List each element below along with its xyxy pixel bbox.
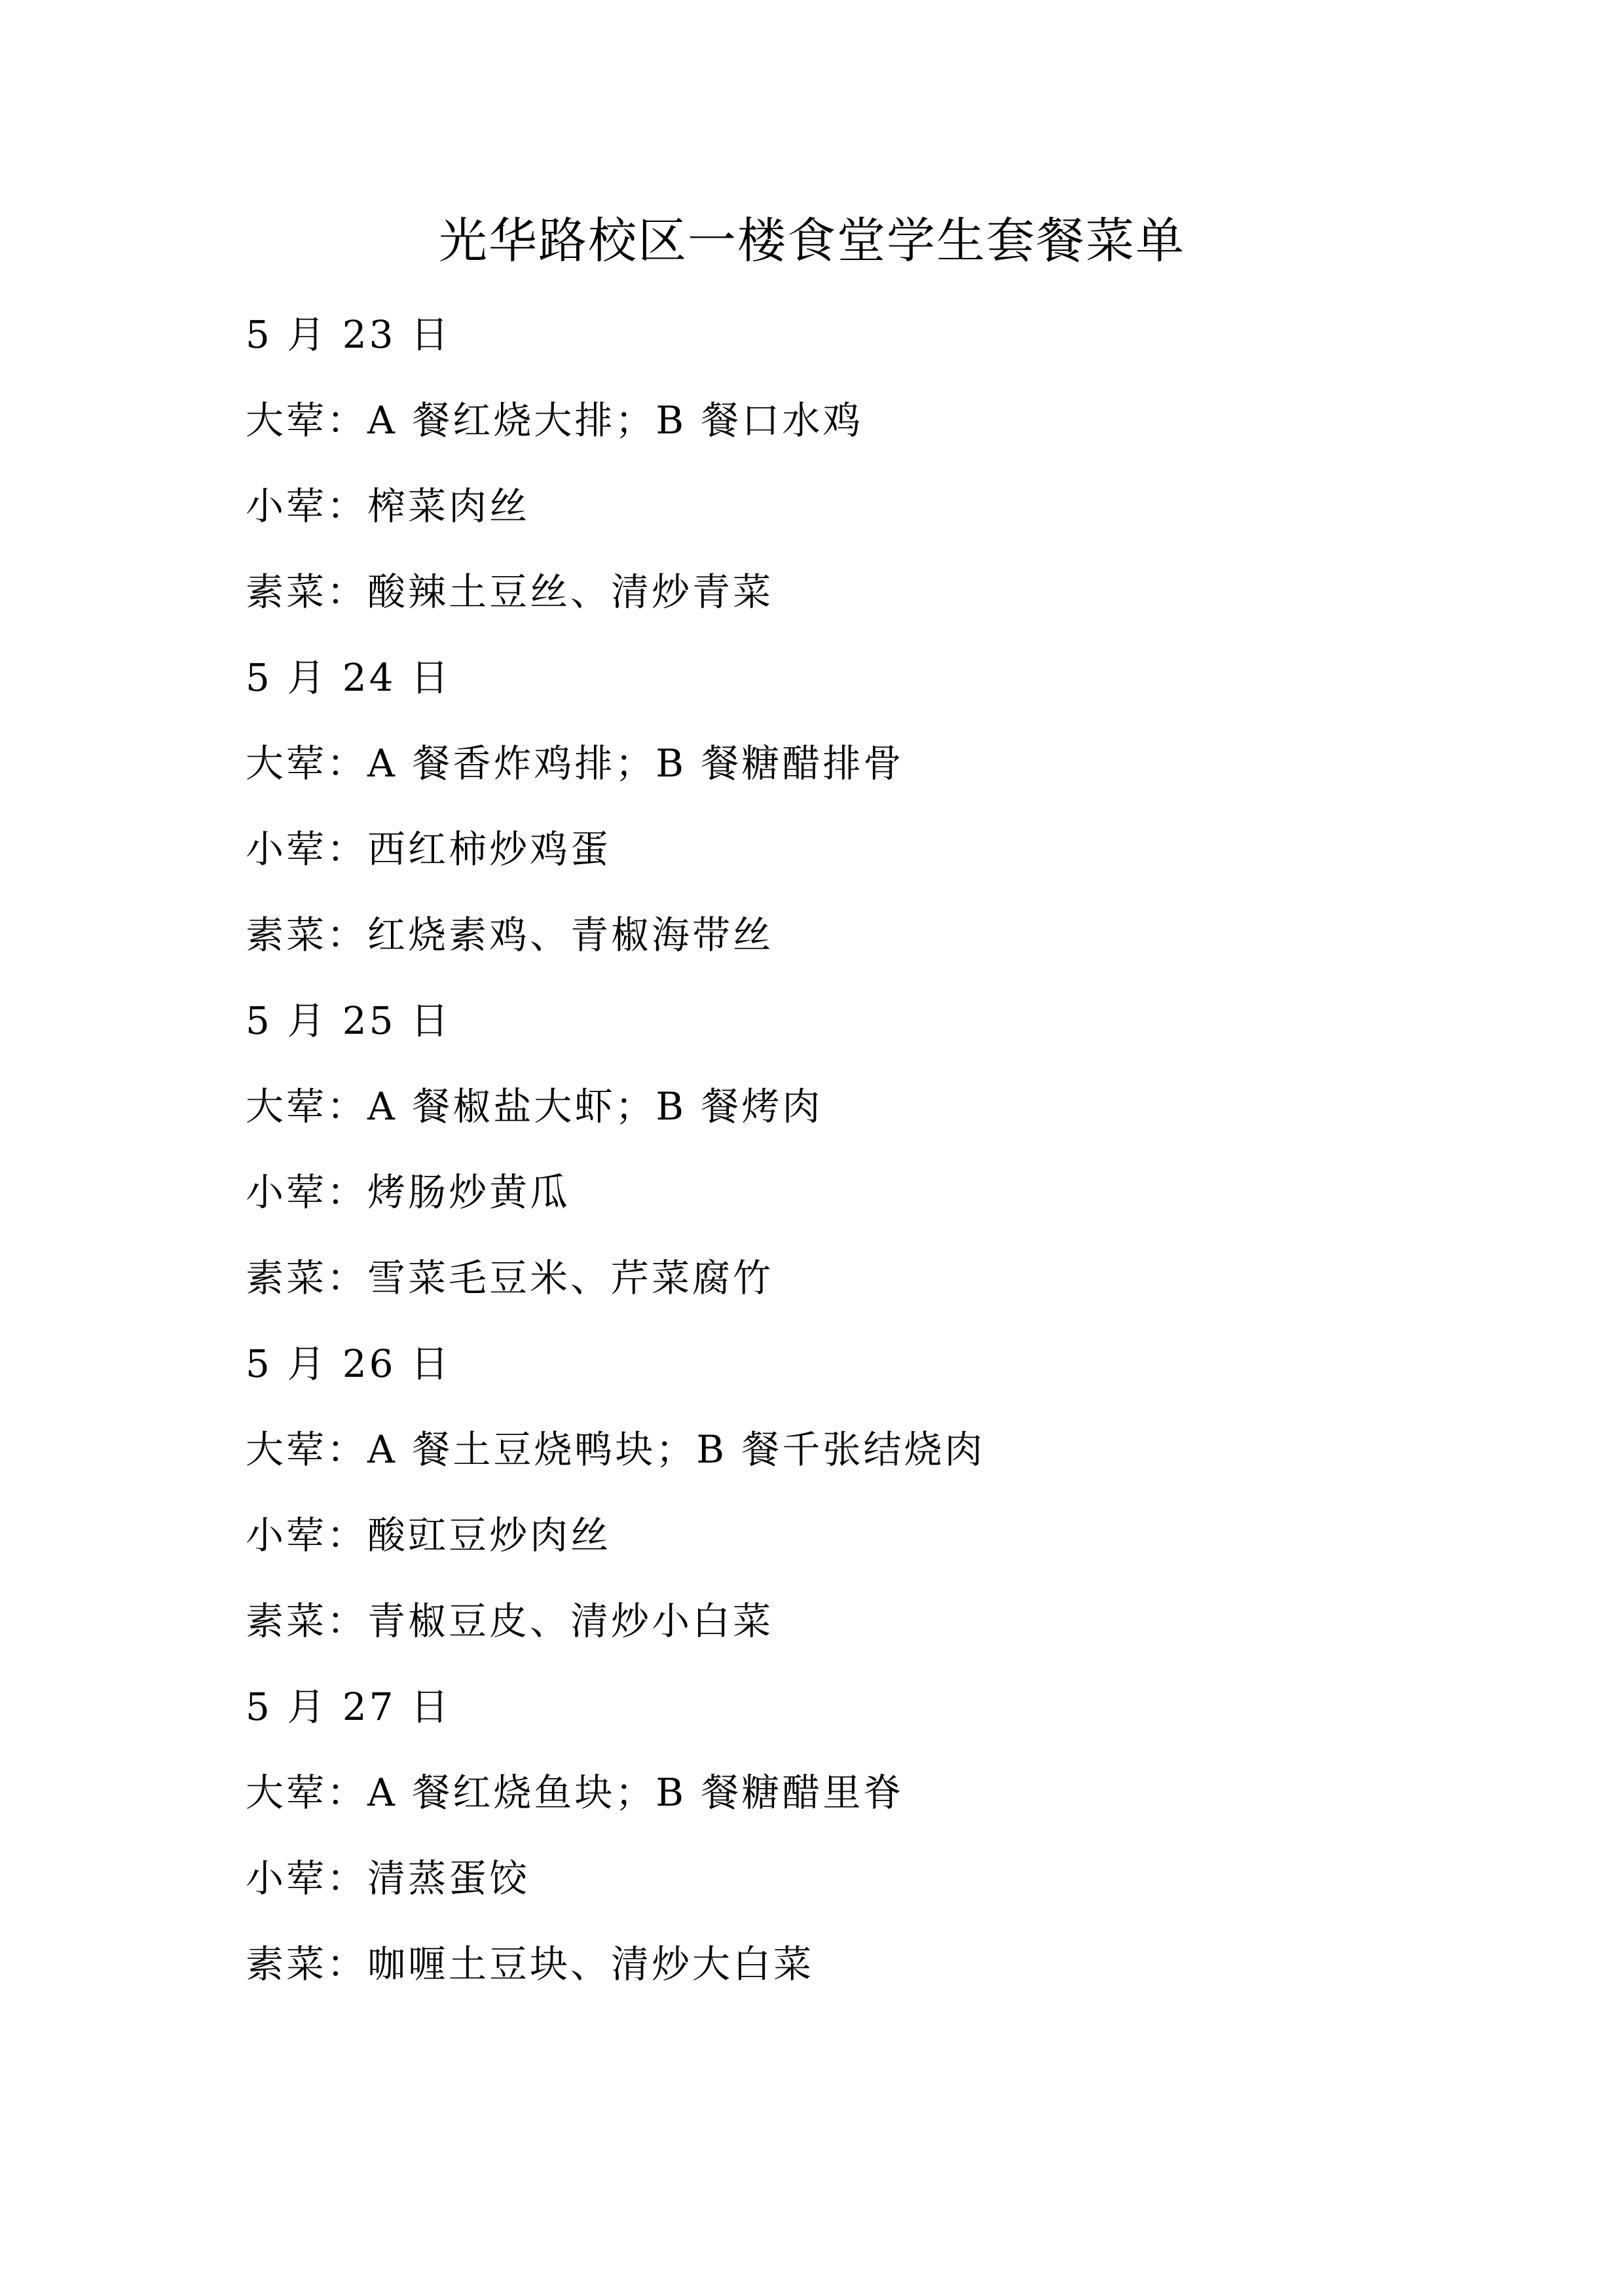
page-title: 光华路校区一楼食堂学生套餐菜单: [439, 213, 1185, 269]
day-date: 5 月 23 日: [246, 312, 452, 357]
side-dish-line: 小荤：烤肠炒黄瓜: [246, 1170, 571, 1214]
side-dish-line: 小荤：酸豇豆炒肉丝: [246, 1513, 612, 1558]
main-dish-line: 大荤：A 餐椒盐大虾；B 餐烤肉: [246, 1084, 823, 1129]
menu-list: [246, 292, 1424, 2007]
vegetable-line: 素菜：红烧素鸡、青椒海带丝: [246, 913, 774, 957]
vegetable-line: 素菜：酸辣土豆丝、清炒青菜: [246, 570, 774, 614]
vegetable-line: 素菜：雪菜毛豆米、芹菜腐竹: [246, 1256, 774, 1300]
main-dish-line: 大荤：A 餐红烧大排；B 餐口水鸡: [246, 398, 864, 443]
day-date: 5 月 26 日: [246, 1341, 452, 1386]
vegetable-line: 素菜：咖喱土豆块、清炒大白菜: [246, 1942, 815, 1986]
side-dish-line: 小荤：榨菜肉丝: [246, 484, 530, 528]
main-dish-line: 大荤：A 餐土豆烧鸭块；B 餐千张结烧肉: [246, 1427, 986, 1472]
day-date: 5 月 27 日: [246, 1685, 452, 1729]
side-dish-line: 小荤：清蒸蛋饺: [246, 1856, 530, 1901]
day-date: 5 月 24 日: [246, 655, 452, 700]
main-dish-line: 大荤：A 餐香炸鸡排；B 餐糖醋排骨: [246, 741, 904, 786]
side-dish-line: 小荤：西红柿炒鸡蛋: [246, 827, 612, 871]
main-dish-line: 大荤：A 餐红烧鱼块；B 餐糖醋里脊: [246, 1770, 904, 1815]
vegetable-line: 素菜：青椒豆皮、清炒小白菜: [246, 1599, 774, 1643]
day-date: 5 月 25 日: [246, 998, 452, 1043]
